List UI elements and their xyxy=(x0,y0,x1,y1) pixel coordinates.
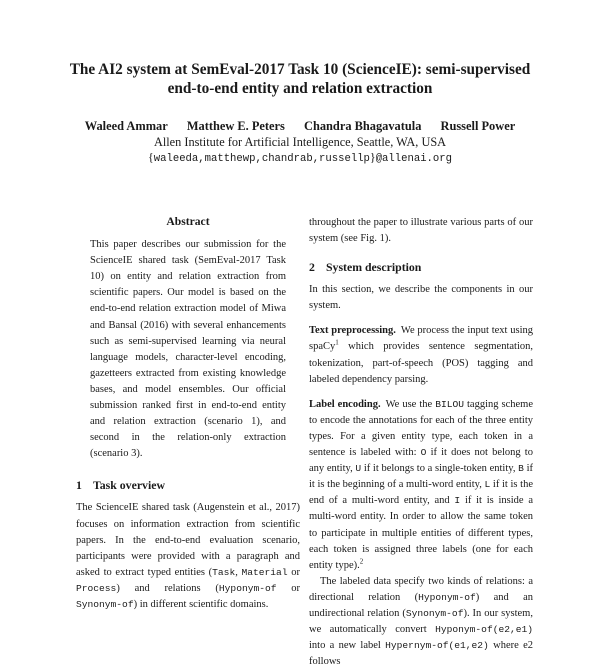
text-run: if it is inside a multi-word entity. In order to allow the same token to participate in multiple entities of different types, each token is assigned three labels (one for each entity type). xyxy=(309,495,534,571)
code-term: I xyxy=(454,495,461,507)
text-run: if it does not belong to any entity, xyxy=(309,447,533,475)
text-run: , xyxy=(235,566,242,578)
code-term: U xyxy=(355,463,362,475)
code-term: Synonym-of xyxy=(76,598,134,610)
code-term: Task xyxy=(212,566,236,578)
title-line-1: The AI2 system at SemEval-2017 Task 10 (ScienceIE): semi-supervised xyxy=(69,61,531,78)
paragraph-label: Text preprocessing. xyxy=(309,325,396,337)
section-1-paragraph xyxy=(76,500,300,613)
abstract-heading: Abstract xyxy=(166,215,210,228)
text-run: The labeled data specify two kinds of relations: a directional relation ( xyxy=(309,575,533,603)
text-preprocessing-paragraph xyxy=(309,323,533,387)
label-encoding-paragraph xyxy=(309,397,533,574)
code-term: Synonym-of xyxy=(405,607,464,619)
section-title: Task overview xyxy=(93,478,165,493)
section-number: 2 xyxy=(309,260,315,275)
code-term: Hyponym-of xyxy=(218,582,277,594)
section-2-intro: In this section, we describe the components in our system. xyxy=(309,284,533,312)
author-name: Chandra Bhagavatula xyxy=(304,119,422,133)
paragraph-label: Label encoding. xyxy=(309,398,381,410)
email-domain: @allenai.org xyxy=(375,153,452,165)
code-term: O xyxy=(420,447,427,459)
text-run: The ScienceIE shared task (Augenstein et al., 2017) focuses on information extraction from scientific papers. In the end-to-end evaluation scenario, participants were provided with a paragraph and asked to extract typed entities ( xyxy=(76,502,300,578)
author-list xyxy=(0,118,600,134)
code-term: BILOU xyxy=(435,398,464,410)
text-run: which provides sentence segmentation, tokenization, part-of-speech (POS) tagging and labeled dependency parsing. xyxy=(309,341,533,385)
author-name: Russell Power xyxy=(440,119,516,133)
paper-title xyxy=(0,60,600,98)
relations-paragraph xyxy=(309,574,533,670)
text-run: tagging scheme to encode the annotations for each of the three entity types. For a given entity type, each token in a sentence is labeled with: xyxy=(309,398,533,459)
code-term: Material xyxy=(241,566,288,578)
author-name: Waleed Ammar xyxy=(84,119,168,133)
right-column xyxy=(309,215,533,670)
author-emails xyxy=(0,150,600,167)
section-2-heading xyxy=(309,259,533,275)
abstract-text: This paper describes our submission for the ScienceIE shared task (SemEval-2017 Task 10) on entity and relation extraction from scientific papers. Our model is based on the end-to-end relation extraction model of Miwa and Bansal (2016) with several enhancements such as semi-supervised learning via neural language models, character-level encoding, gazetteers extracted from existing knowledge bases, and model ensembles. Our official submission ranked first in end-to-end entity and relation extraction (scenario 1), and second in the relation-only extraction (scenario 3). xyxy=(90,239,286,460)
text-run: ) and an undirectional relation ( xyxy=(309,591,533,619)
text-run: if it is the end of a multi-word entity, and xyxy=(309,479,533,507)
continuation-paragraph: throughout the paper to illustrate various parts of our system (see Fig. 1). xyxy=(309,217,533,245)
text-run: ) in different scientific domains. xyxy=(133,598,269,610)
section-title: System description xyxy=(326,260,422,275)
section-number: 1 xyxy=(76,478,82,493)
text-run: if it belongs to a single-token entity, xyxy=(361,463,519,475)
text-run: We process the input text using spaCy xyxy=(309,325,533,353)
section-1-heading xyxy=(76,477,300,493)
text-run: or xyxy=(287,566,301,578)
email-brace: } xyxy=(369,150,376,164)
code-term: L xyxy=(484,479,491,491)
text-run: into a new label xyxy=(309,640,386,652)
code-term: Hyponym-of xyxy=(418,591,476,603)
code-term: B xyxy=(518,463,524,475)
text-run: ). In our system, we automatically convert xyxy=(309,607,533,636)
email-names: waleeda,matthewp,chandrab,russellp xyxy=(153,153,370,165)
affiliation: Allen Institute for Artificial Intelligence, Seattle, WA, USA xyxy=(153,135,447,149)
footnote-marker: 2 xyxy=(359,557,364,566)
code-term: Hypernym-of(e1,e2) xyxy=(385,640,489,652)
title-line-2: end-to-end entity and relation extraction xyxy=(167,80,433,97)
code-term: Process xyxy=(76,582,117,594)
text-run: or xyxy=(276,582,301,594)
text-run: We use the xyxy=(385,398,436,410)
code-term: Hyponym-of(e2,e1) xyxy=(435,624,533,636)
author-name: Matthew E. Peters xyxy=(186,119,285,133)
text-run: where e2 follows xyxy=(309,640,533,668)
text-run: ) and relations ( xyxy=(116,582,219,594)
email-brace: { xyxy=(148,150,154,164)
footnote-marker: 1 xyxy=(335,338,339,347)
text-run: if it is the beginning of a multi-word entity, xyxy=(309,463,533,491)
left-column xyxy=(76,214,300,613)
